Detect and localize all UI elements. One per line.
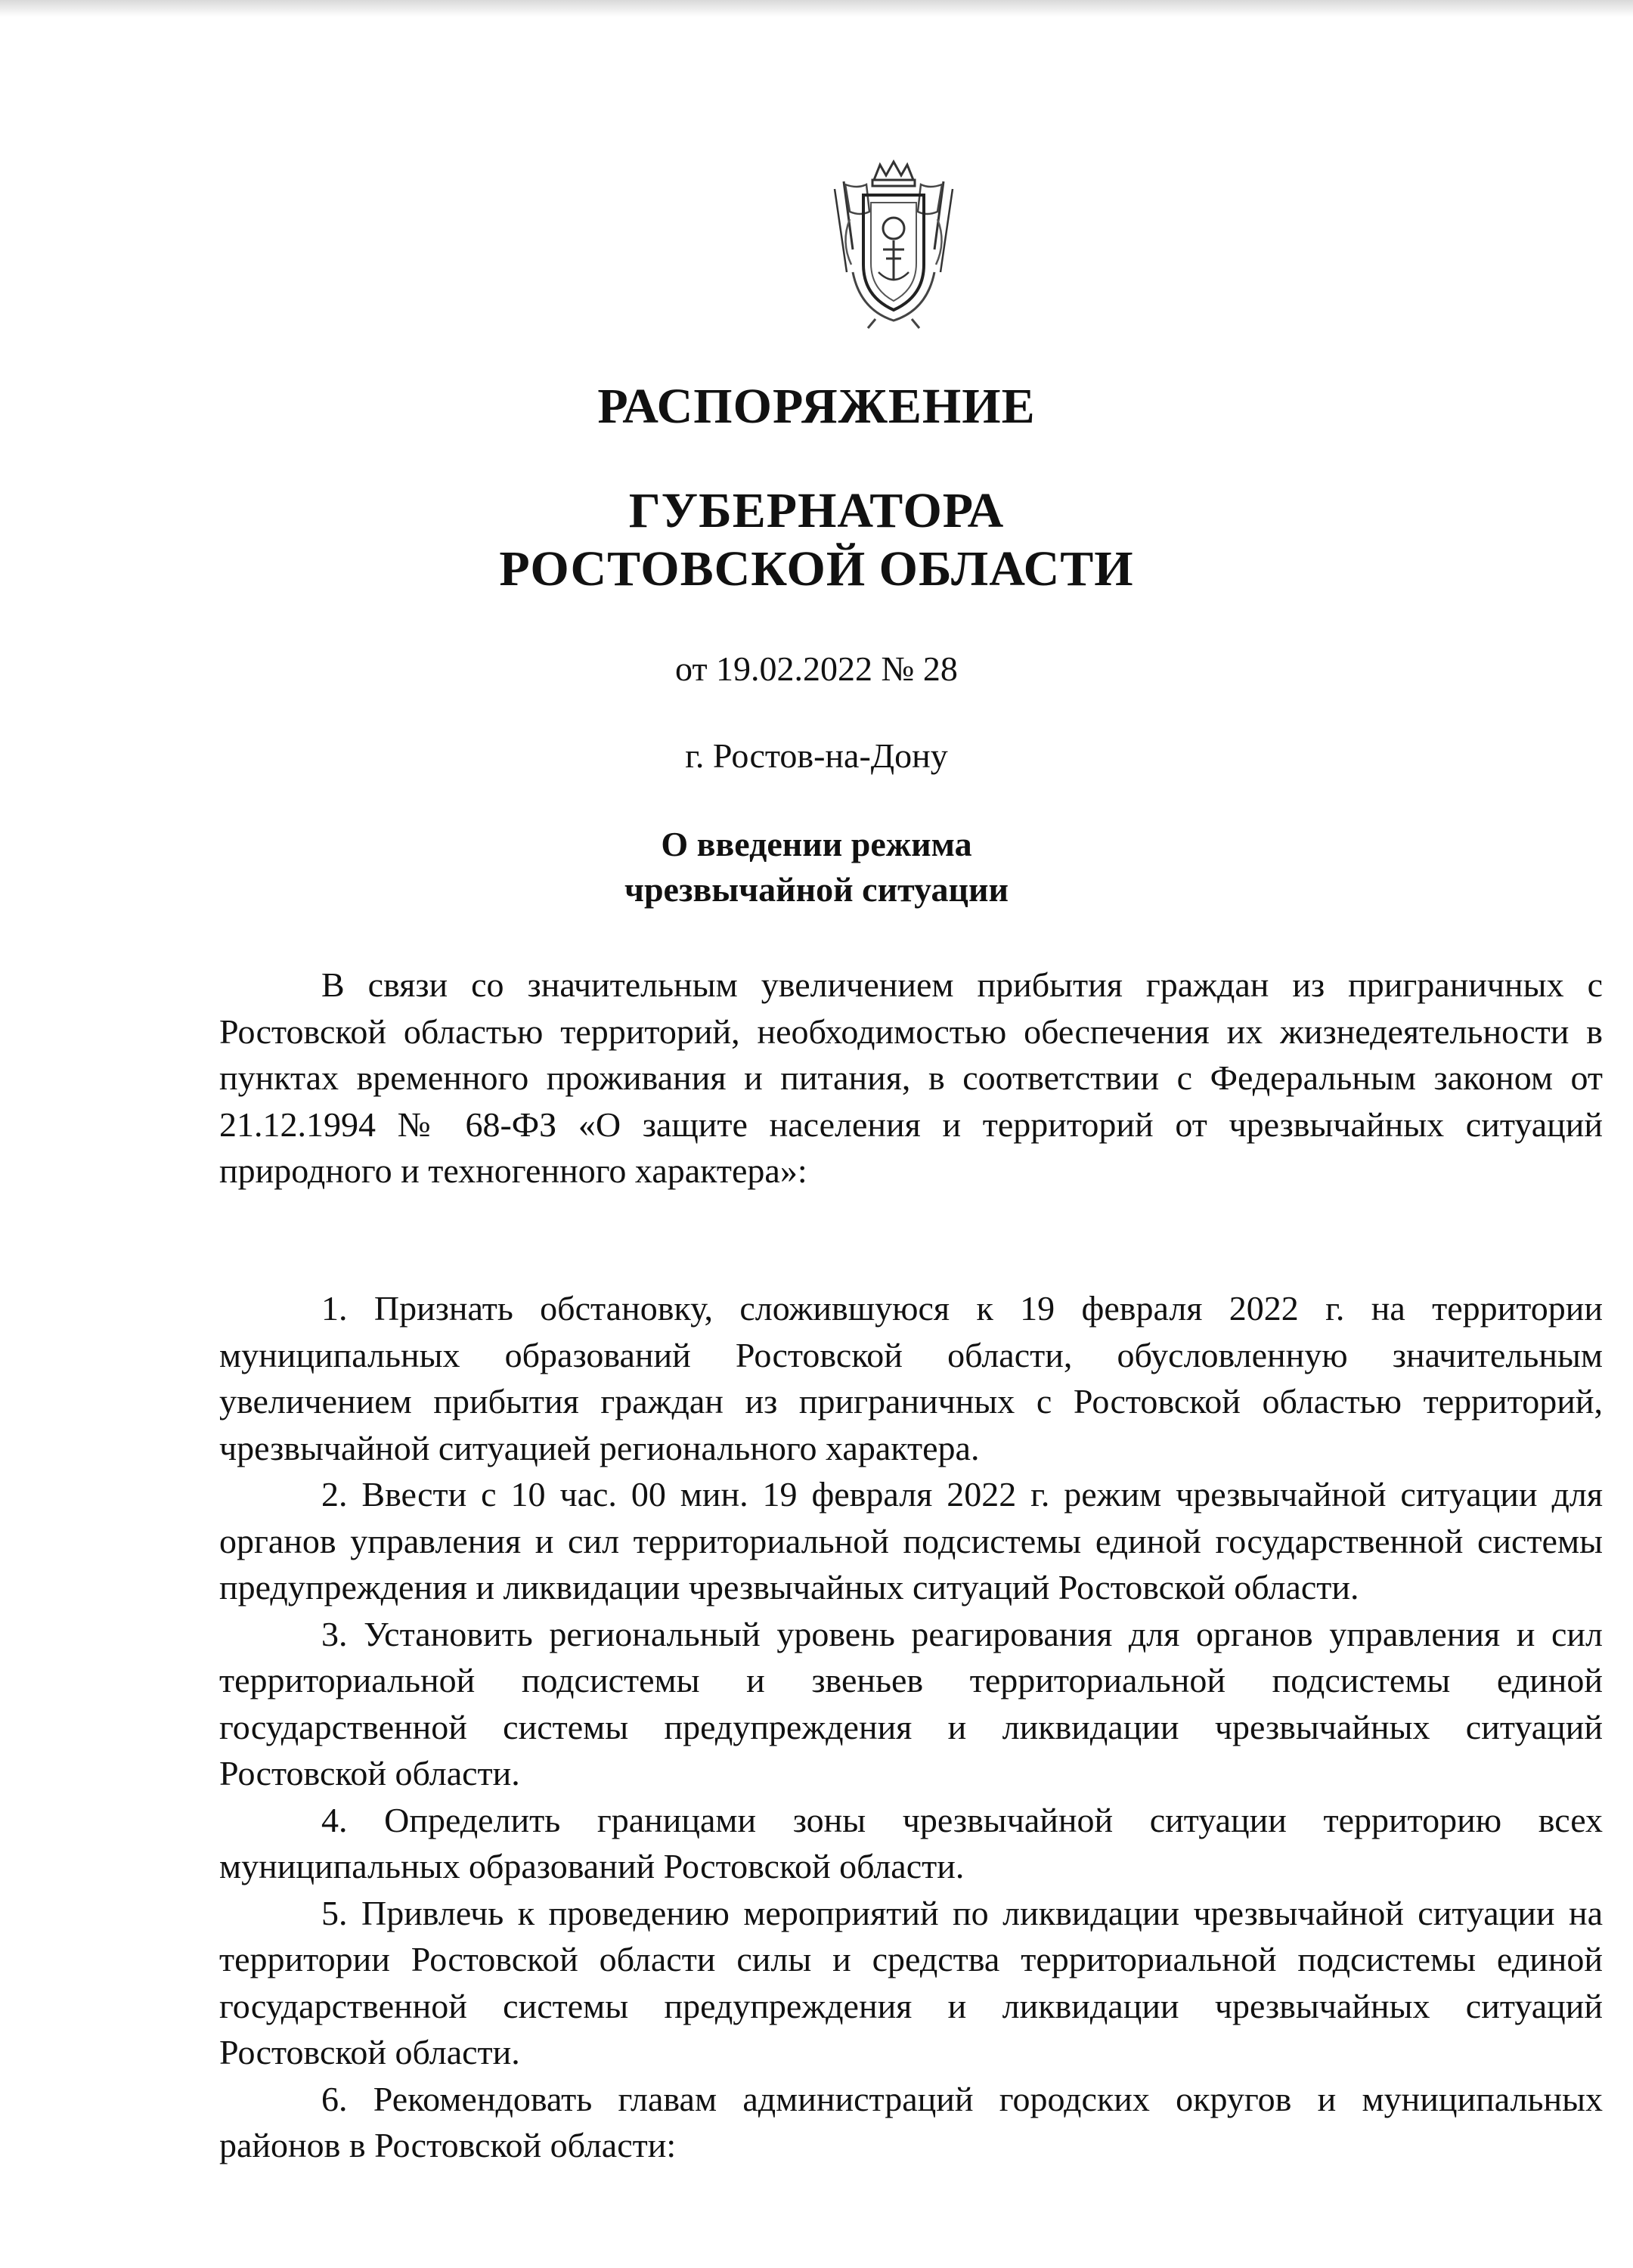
document-preamble xyxy=(219,962,1603,1194)
document-authority-line-2: РОСТОВСКОЙ ОБЛАСТИ xyxy=(499,541,1134,596)
document-date-number: от 19.02.2022 № 28 xyxy=(675,649,958,688)
document-items xyxy=(219,1285,1603,2169)
document-place: г. Ростов-на-Дону xyxy=(685,736,948,775)
document-item-5: 5. Привлечь к проведению мероприятий по ликвидации чрезвычайной ситуации на территории Ростовской области силы и средства территориальной подсистемы единой государственной системы предупреждения и ликвидации чрезвычайных ситуаций Ростовской области. xyxy=(219,1893,1603,2071)
document-item-1: 1. Признать обстановку, сложившуюся к 19 февраля 2022 г. на территории муниципальных образований Ростовской области, обусловленную значительным увеличением прибытия граждан из приграничных с Ростовской областью территорий, чрезвычайной ситуацией регионального характера. xyxy=(219,1289,1603,1467)
document-subject-line-1: О введении режима xyxy=(661,825,972,863)
document-item-4: 4. Определить границами зоны чрезвычайной ситуации территорию всех муниципальных образований Ростовской области. xyxy=(219,1800,1603,1885)
rostov-oblast-coat-of-arms-icon xyxy=(830,159,957,329)
document-item-6: 6. Рекомендовать главам администраций городских округов и муниципальных районов в Ростовской области: xyxy=(219,2079,1603,2164)
preamble-paragraph: В связи со значительным увеличением прибытия граждан из приграничных с Ростовской областью территорий, необходимостью обеспечения их жизнедеятельности в пунктах временного проживания и питания, в соответствии с Федеральным законом от 21.12.1994 № 68-ФЗ «О защите населения и территорий от чрезвычайных ситуаций природного и техногенного характера»: xyxy=(219,965,1603,1190)
document-subject-line-2: чрезвычайной ситуации xyxy=(624,870,1009,909)
document-authority-line-1: ГУБЕРНАТОРА xyxy=(628,483,1005,538)
document-item-3: 3. Установить региональный уровень реагирования для органов управления и сил территориальной подсистемы и звеньев территориальной подсистемы единой государственной системы предупреждения и ликвидации чрезвычайных ситуаций Ростовской области. xyxy=(219,1614,1603,1792)
document-title: РАСПОРЯЖЕНИЕ xyxy=(597,379,1036,434)
document-item-2: 2. Ввести с 10 час. 00 мин. 19 февраля 2022 г. режим чрезвычайной ситуации для органов управления и сил территориальной подсистемы единой государственной системы предупреждения и ликвидации чрезвычайных ситуаций Ростовской области. xyxy=(219,1475,1603,1606)
